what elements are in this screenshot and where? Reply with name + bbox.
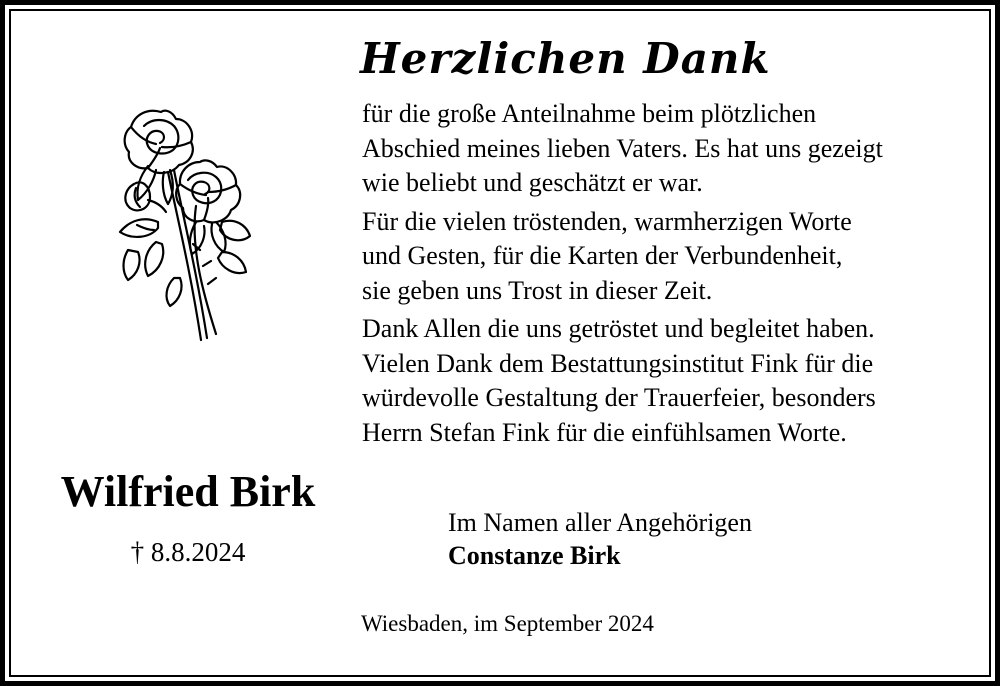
p1-line3: wie beliebt und geschätzt er war.: [362, 168, 703, 197]
p3-line3: würdevolle Gestaltung der Trauerfeier, besonders: [362, 383, 876, 412]
p3-line2: Vielen Dank dem Bestattungsinstitut Fink für die: [362, 348, 874, 378]
p3-line1: Dank Allen die uns getröstet und begleitet haben.: [362, 314, 875, 343]
p3-line4: Herrn Stefan Fink für die einfühlsamen Worte.: [362, 417, 847, 447]
place-date-line: Wiesbaden, im September 2024: [361, 611, 654, 636]
closing-block: [448, 506, 752, 572]
p2-line3: sie geben uns Trost in dieser Zeit.: [362, 275, 713, 305]
mourner-name: Constanze Birk: [448, 541, 621, 570]
paragraph-1: [362, 97, 962, 201]
rose-illustration: [104, 100, 264, 350]
closing-line: Im Namen aller Angehörigen: [448, 508, 752, 537]
p2-line2: und Gesten, für die Karten der Verbundenheit,: [362, 241, 843, 270]
notice-title: Herzlichen Dank: [360, 34, 771, 83]
thanks-text: [362, 97, 962, 454]
death-date: † 8.8.2024: [130, 537, 246, 567]
p1-line1: für die große Anteilnahme beim plötzlichen: [362, 99, 817, 128]
p2-line1: Für die vielen tröstenden, warmherzigen Worte: [362, 206, 852, 236]
paragraph-2: [362, 205, 962, 309]
paragraph-3: [362, 312, 962, 450]
p1-line2: Abschied meines lieben Vaters. Es hat uns gezeigt: [362, 133, 883, 163]
deceased-name: Wilfried Birk: [60, 467, 316, 516]
deceased-block: [26, 468, 350, 516]
